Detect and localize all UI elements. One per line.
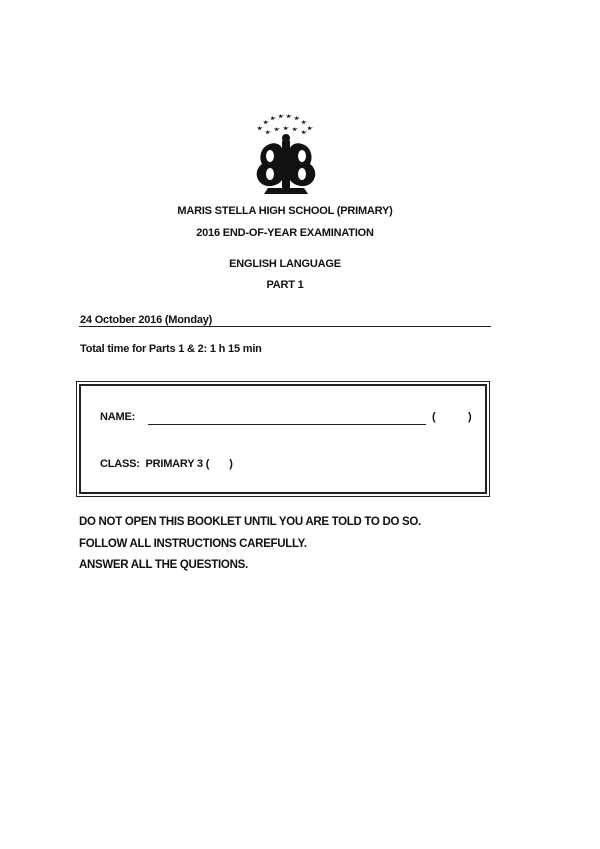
student-info-box [79, 384, 487, 494]
register-number-close: ) [468, 411, 472, 423]
instruction-item: DO NOT OPEN THIS BOOKLET UNTIL YOU ARE TOLD TO DO SO. [79, 516, 421, 528]
exam-date: 24 October 2016 (Monday) [80, 314, 213, 326]
class-field: CLASS: PRIMARY 3 ( ) [100, 458, 233, 470]
part-title: PART 1 [266, 279, 304, 291]
register-number-open: ( [432, 411, 436, 423]
exam-title: 2016 END-OF-YEAR EXAMINATION [196, 227, 374, 239]
instruction-item: FOLLOW ALL INSTRUCTIONS CAREFULLY. [79, 538, 307, 550]
school-name: MARIS STELLA HIGH SCHOOL (PRIMARY) [177, 205, 393, 217]
date-underline [79, 326, 491, 327]
name-label: NAME: [100, 411, 136, 423]
name-field[interactable] [148, 424, 426, 425]
total-time: Total time for Parts 1 & 2: 1 h 15 min [80, 343, 262, 355]
instruction-item: ANSWER ALL THE QUESTIONS. [79, 559, 248, 571]
subject-title: ENGLISH LANGUAGE [229, 258, 341, 270]
school-crest-icon [248, 110, 324, 196]
